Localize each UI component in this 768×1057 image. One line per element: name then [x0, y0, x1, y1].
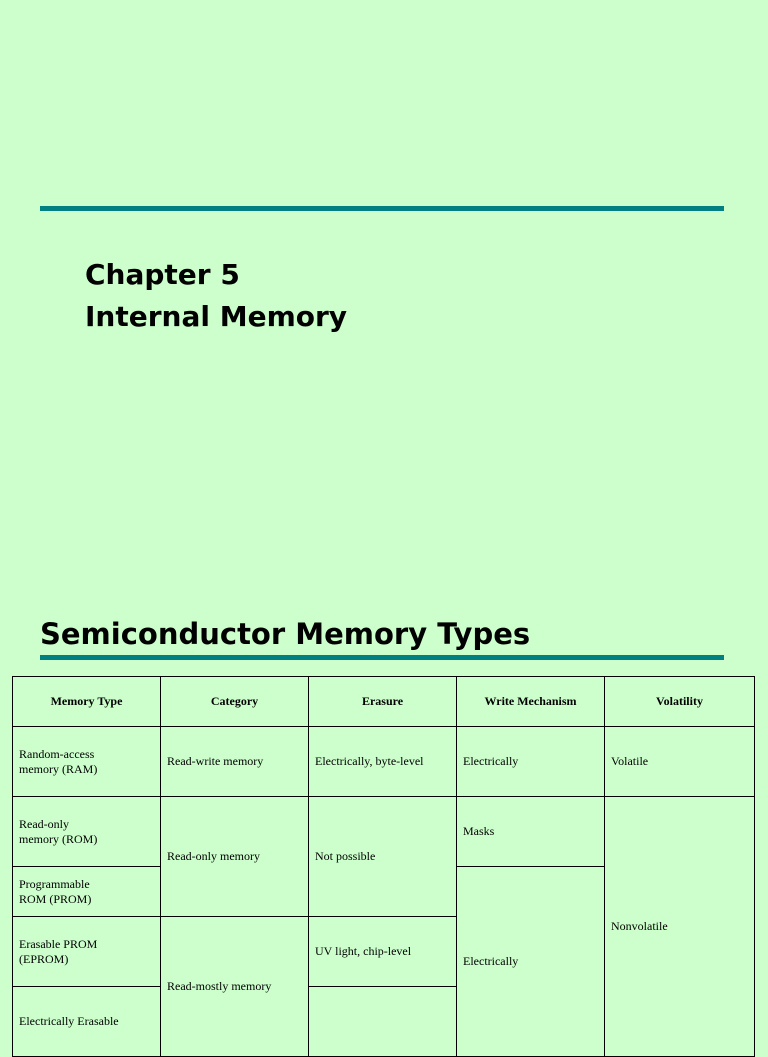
- cell-memory-type: [13, 727, 161, 797]
- chapter-subtitle: Internal Memory: [85, 300, 348, 333]
- cell-memory-type: [13, 867, 161, 917]
- header-erasure: Erasure: [309, 677, 457, 727]
- cell-category: Read-write memory: [161, 727, 309, 797]
- top-rule: [40, 206, 724, 211]
- cell-memory-type: [13, 797, 161, 867]
- cell-erasure: UV light, chip-level: [309, 917, 457, 987]
- cell-erasure: Electrically, byte-level: [309, 727, 457, 797]
- cell-volatility: Volatile: [605, 727, 755, 797]
- table-row: [13, 797, 755, 867]
- cell-write-mechanism: Masks: [457, 797, 605, 867]
- prom-type: Programmable ROM (PROM): [19, 876, 92, 906]
- cell-volatility: Nonvolatile: [605, 797, 755, 1057]
- header-volatility: Volatility: [605, 677, 755, 727]
- table-header-row: [13, 677, 755, 727]
- section-title: Semiconductor Memory Types: [40, 617, 531, 651]
- cell-memory-type: [13, 917, 161, 987]
- cell-category: Read-only memory: [161, 797, 309, 917]
- cell-write-mechanism: Electrically: [457, 727, 605, 797]
- header-category: Category: [161, 677, 309, 727]
- cell-memory-type: [13, 987, 161, 1057]
- ram-type: Random-access memory (RAM): [19, 746, 98, 776]
- eeprom-type: Electrically Erasable: [19, 1014, 119, 1028]
- cell-erasure: [309, 987, 457, 1057]
- cell-category: Read-mostly memory: [161, 917, 309, 1057]
- rom-type: Read-only memory (ROM): [19, 816, 98, 846]
- header-write-mechanism: Write Mechanism: [457, 677, 605, 727]
- cell-erasure: Not possible: [309, 797, 457, 917]
- table-row: [13, 727, 755, 797]
- chapter-title: Chapter 5: [85, 258, 240, 291]
- eprom-type: Erasable PROM (EPROM): [19, 936, 98, 966]
- section-rule: [40, 655, 724, 660]
- cell-write-mechanism: Electrically: [457, 867, 605, 1057]
- header-memory-type: Memory Type: [13, 677, 161, 727]
- memory-types-table: [12, 676, 755, 1057]
